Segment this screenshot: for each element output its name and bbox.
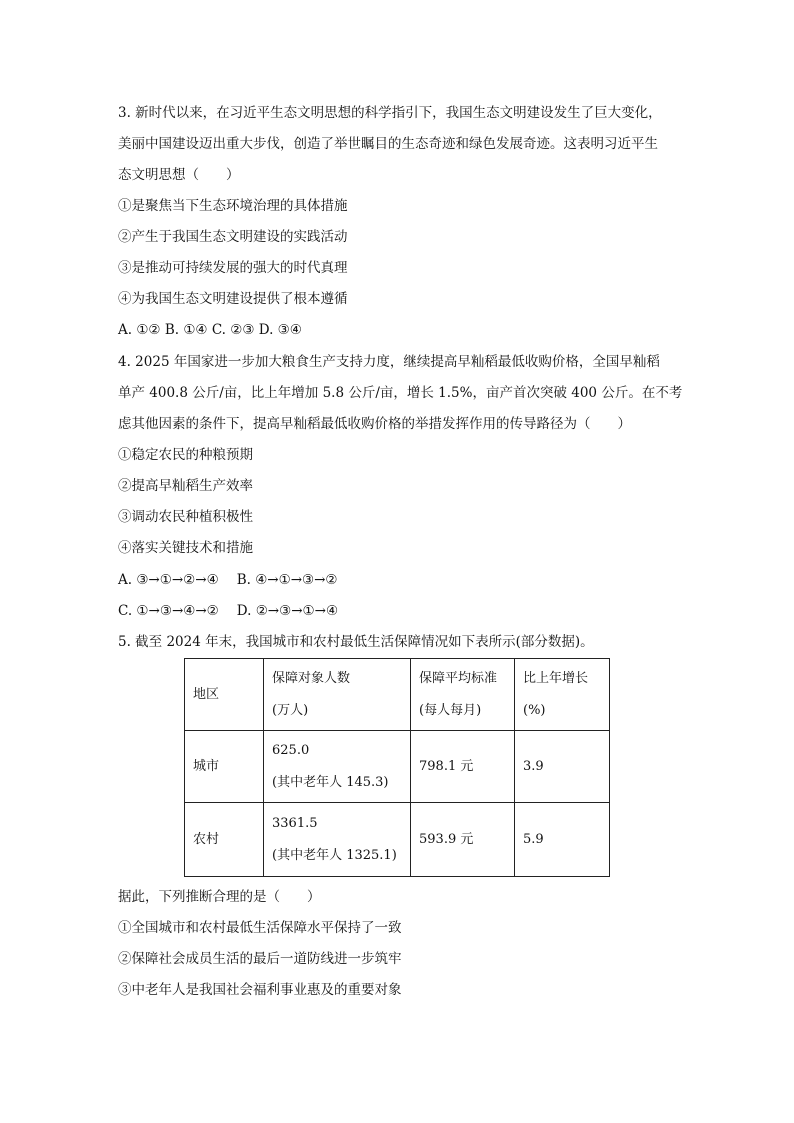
q5-question: 据此，下列推断合理的是（ ） (118, 889, 321, 905)
q4-stem-line1: 4. 2025 年国家进一步加大粮食生产支持力度，继续提高早籼稻最低收购价格，全国早籼稻 (118, 354, 660, 370)
q4-item-1: ①稳定农民的种粮预期 (118, 447, 253, 463)
q3-item-1: ①是聚焦当下生态环境治理的具体措施 (118, 198, 348, 214)
header-people (264, 659, 411, 731)
table-row (185, 731, 610, 803)
q5-item-2: ②保障社会成员生活的最后一道防线进一步筑牢 (118, 951, 402, 967)
cell-standard: 593.9 元 (411, 803, 515, 877)
q4-option-d: D. ②→③→①→④ (236, 603, 339, 619)
cell-people-note: (其中老年人 1325.1) (272, 847, 397, 863)
header-standard (411, 659, 515, 731)
header-people-line1: 保障对象人数 (272, 670, 351, 686)
q4-option-c: C. ①→③→④→② (118, 603, 219, 619)
q4-option-a: A. ③→①→②→④ (118, 572, 219, 588)
header-region: 地区 (185, 659, 264, 731)
cell-growth: 3.9 (515, 731, 610, 803)
q4-stem-line2: 单产 400.8 公斤/亩，比上年增加 5.8 公斤/亩，增长 1.5%，亩产首次突破 400 公斤。在不考 (118, 385, 683, 401)
q4-option-b: B. ④→①→③→② (236, 572, 338, 588)
q3-item-2: ②产生于我国生态文明建设的实践活动 (118, 229, 348, 245)
header-standard-line1: 保障平均标准 (419, 670, 498, 686)
header-people-line2: (万人) (272, 702, 309, 718)
header-growth (515, 659, 610, 731)
q3-item-3: ③是推动可持续发展的强大的时代真理 (118, 260, 348, 276)
q3-options: A. ①② B. ①④ C. ②③ D. ③④ (118, 322, 302, 338)
cell-growth: 5.9 (515, 803, 610, 877)
q4-stem-line3: 虑其他因素的条件下，提高早籼稻最低收购价格的举措发挥作用的传导路径为（ ） (118, 416, 631, 432)
q4-item-2: ②提高早籼稻生产效率 (118, 478, 253, 494)
q3-item-4: ④为我国生态文明建设提供了根本遵循 (118, 291, 348, 307)
cell-region: 农村 (185, 803, 264, 877)
q5-item-3: ③中老年人是我国社会福利事业惠及的重要对象 (118, 982, 402, 998)
q4-item-4: ④落实关键技术和措施 (118, 540, 253, 556)
cell-standard: 798.1 元 (411, 731, 515, 803)
cell-people (264, 803, 411, 877)
q5-item-1: ①全国城市和农村最低生活保障水平保持了一致 (118, 920, 402, 936)
subsistence-allowance-table (184, 658, 610, 877)
cell-people-count: 625.0 (272, 742, 310, 758)
q3-stem-line2: 美丽中国建设迈出重大步伐，创造了举世瞩目的生态奇迹和绿色发展奇迹。这表明习近平生 (118, 136, 658, 152)
cell-people-note: (其中老年人 145.3) (272, 774, 389, 790)
q4-item-3: ③调动农民种植积极性 (118, 509, 253, 525)
q4-options-row1 (118, 571, 338, 589)
header-growth-line1: 比上年增长 (523, 670, 589, 686)
q3-stem-line3: 态文明思想（ ） (118, 167, 240, 183)
q5-stem: 5. 截至 2024 年末，我国城市和农村最低生活保障情况如下表所示(部分数据)。 (118, 634, 594, 650)
header-standard-line2: (每人每月) (419, 702, 482, 718)
q4-options-row2 (118, 602, 338, 620)
q3-stem-line1: 3. 新时代以来，在习近平生态文明思想的科学指引下，我国生态文明建设发生了巨大变化， (118, 105, 662, 121)
cell-region: 城市 (185, 731, 264, 803)
cell-people (264, 731, 411, 803)
table-header-row (185, 659, 610, 731)
table-row (185, 803, 610, 877)
cell-people-count: 3361.5 (272, 815, 318, 831)
header-growth-line2: (%) (523, 702, 546, 718)
